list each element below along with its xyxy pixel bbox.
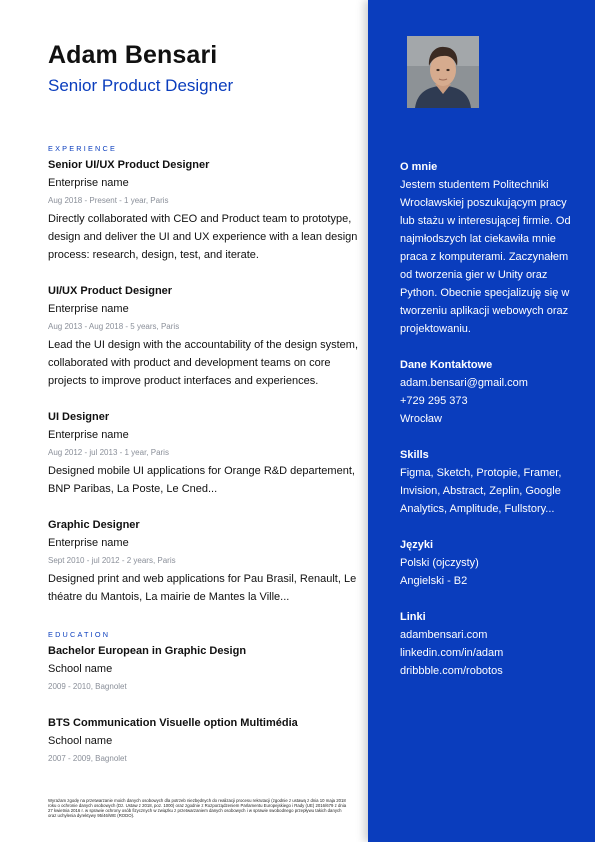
avatar-portrait-icon [407,36,479,108]
education-title: Bachelor European in Graphic Design [48,645,247,657]
link-website[interactable]: adambensari.com [400,629,488,641]
contact-city: Wrocław [400,413,442,425]
contact-phone: +729 295 373 [400,395,468,407]
job-title: Senior UI/UX Product Designer [48,159,210,171]
links-section [400,608,575,680]
job-company: Enterprise name [48,429,129,441]
experience-item [48,516,360,606]
languages-section [400,536,575,590]
job-dates: Aug 2012 - jul 2013 - 1 year, Paris [48,448,169,457]
experience-heading: EXPERIENCE [48,144,118,153]
job-company: Enterprise name [48,303,129,315]
education-dates: 2009 - 2010, Bagnolet [48,682,127,691]
job-company: Enterprise name [48,177,129,189]
experience-item [48,282,360,390]
education-heading: EDUCATION [48,630,111,639]
language-item: Angielski - B2 [400,575,468,587]
about-section [400,158,575,338]
experience-item [48,156,360,264]
contact-email[interactable]: adam.bensari@gmail.com [400,377,528,389]
school-name: School name [48,735,113,747]
link-linkedin[interactable]: linkedin.com/in/adam [400,647,504,659]
school-name: School name [48,663,113,675]
contact-heading: Dane Kontaktowe [400,359,493,371]
job-description: Lead the UI design with the accountability of the design system, collaborated with product and development teams on core projects to improve product interfaces and experiences. [48,339,359,387]
about-heading: O mnie [400,161,438,173]
job-title: UI Designer [48,411,110,423]
job-description: Designed mobile UI applications for Orange R&D departement, BNP Paribas, La Poste, Le Cned... [48,465,355,495]
job-dates: Aug 2018 - Present - 1 year, Paris [48,196,169,205]
job-title: UI/UX Product Designer [48,285,173,297]
education-item [48,642,360,696]
education-title: BTS Communication Visuelle option Multimédia [48,717,298,729]
skills-heading: Skills [400,449,429,461]
skills-text: Figma, Sketch, Protopie, Framer, Invision, Abstract, Zeplin, Google Analytics, Amplitude, Fullstory... [400,467,562,515]
link-dribbble[interactable]: dribbble.com/robotos [400,665,503,677]
contact-section [400,356,575,428]
candidate-role: Senior Product Designer [48,76,234,95]
languages-heading: Języki [400,539,434,551]
language-item: Polski (ojczysty) [400,557,479,569]
job-company: Enterprise name [48,537,129,549]
job-dates: Sept 2010 - jul 2012 - 2 years, Paris [48,556,176,565]
job-description: Designed print and web applications for Pau Brasil, Renault, Le théatre du Mantois, La mairie de Mantes la Ville... [48,573,357,603]
experience-item [48,408,360,498]
links-heading: Linki [400,611,426,623]
job-dates: Aug 2013 - Aug 2018 - 5 years, Paris [48,322,180,331]
skills-section [400,446,575,518]
gdpr-consent-clause: Wyrażam zgodę na przetwarzanie moich danych osobowych dla potrzeb niezbędnych do realizacji procesu rekrutacji (zgodnie z ustawą z dnia 10 maja 2018 roku o ochronie danych osobowych (Dz. Ustaw z 2018, poz. 1000) oraz zgodnie z Rozporządzeniem Parlamentu Europejskiego i Rady (UE) 2016/679 z dnia 27 kwietnia 2016 r. w sprawie ochrony osób fizycznych w związku z przetwarzaniem danych osobowych i w sprawie swobodnego przepływu takich danych oraz uchylenia dyrektywy 95/46/WE (RODO). [48,798,347,818]
profile-photo [407,36,479,108]
education-item [48,714,360,768]
about-text: Jestem studentem Politechniki Wrocławskiej poszukującym pracy lub stażu w interesującej firmie. Od najmłodszych lat ciekawiła mnie praca z komputerami. Zaczynałem od tworzenia gier w Unity oraz Python. Obecnie specjalizuję się w tworzeniu aplikacji webowych oraz projektowaniu. [400,179,571,335]
job-description: Directly collaborated with CEO and Product team to prototype, design and deliver the UI and UX experience with a lean design process: research, design, test, and iterate. [48,213,358,261]
candidate-name: Adam Bensari [48,41,218,69]
education-dates: 2007 - 2009, Bagnolet [48,754,127,763]
job-title: Graphic Designer [48,519,140,531]
